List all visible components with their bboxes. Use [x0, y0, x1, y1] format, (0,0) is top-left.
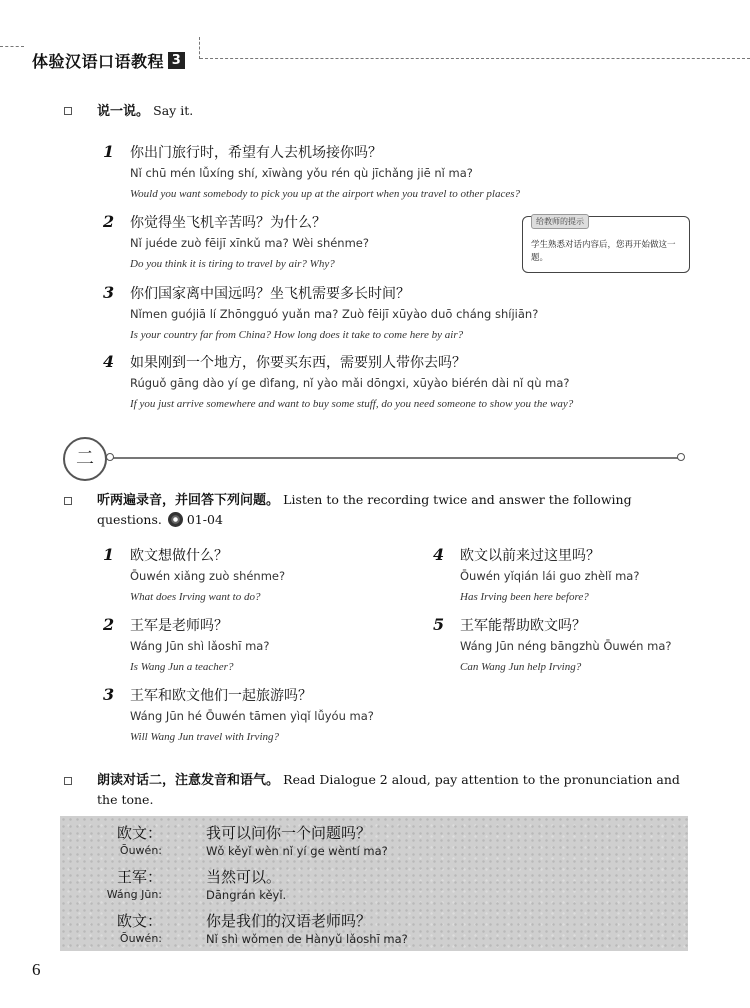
- book-title-text: 体验汉语口语教程: [32, 51, 165, 71]
- dialogue-pinyin: Wǒ kěyǐ wèn nǐ yí ge wèntí ma?: [206, 844, 388, 858]
- item-pinyin: Wáng Jūn shì lǎoshī ma?: [130, 639, 270, 653]
- page-number: 6: [32, 960, 41, 979]
- instruction-en: Read Dialogue 2 aloud, pay attention to the pronunciation and the tone.: [97, 772, 680, 807]
- item-number: 2: [103, 615, 115, 634]
- instruction-zh: 听两遍录音，并回答下列问题。: [97, 493, 280, 508]
- item-chinese: 你出门旅行时，希望有人去机场接你吗？: [130, 145, 382, 161]
- item-chinese: 如果刚到一个地方，你要买东西，需要别人带你去吗？: [130, 355, 466, 371]
- speaker-pinyin: Ōuwén:: [119, 844, 162, 857]
- item-chinese: 你觉得坐飞机辛苦吗？为什么？: [130, 215, 326, 231]
- instruction-zh: 说一说。: [97, 104, 150, 119]
- dialogue-chinese: 当然可以。: [206, 868, 282, 886]
- checkbox-icon: [64, 107, 72, 115]
- dialogue-box: [60, 816, 688, 951]
- item-number: 1: [103, 545, 115, 564]
- item-number: 2: [103, 212, 115, 231]
- section2-instruction: [97, 490, 689, 530]
- item-number: 1: [103, 142, 115, 161]
- item-number: 5: [433, 615, 445, 634]
- item-pinyin: Rúguǒ gāng dào yí ge dìfang, nǐ yào mǎi dōngxi, xūyào biérén dài nǐ qù ma?: [130, 376, 570, 390]
- item-pinyin: Ōuwén yǐqián lái guo zhèlǐ ma?: [460, 569, 640, 583]
- item-pinyin: Wáng Jūn hé Ōuwén tāmen yìqǐ lǚyóu ma?: [130, 709, 374, 723]
- item-pinyin: Nǐ chū mén lǚxíng shí, xīwàng yǒu rén qù jīchǎng jiē nǐ ma?: [130, 166, 473, 180]
- item-number: 3: [103, 685, 115, 704]
- item-english: Would you want somebody to pick you up at the airport when you travel to other places?: [130, 188, 521, 200]
- item-english: Do you think it is tiring to travel by air? Why?: [130, 258, 335, 270]
- item-chinese: 你们国家离中国远吗？坐飞机需要多长时间？: [130, 286, 410, 302]
- item-english: Can Wang Jun help Irving?: [460, 661, 582, 673]
- item-number: 4: [103, 352, 115, 371]
- item-english: If you just arrive somewhere and want to buy some stuff, do you need someone to show you the way?: [130, 398, 574, 410]
- item-english: What does Irving want to do?: [130, 591, 261, 603]
- item-chinese: 王军是老师吗？: [130, 618, 228, 634]
- speaker-pinyin: Ōuwén:: [119, 932, 162, 945]
- header-rule-left: [0, 46, 24, 47]
- book-title: [32, 48, 185, 72]
- item-english: Will Wang Jun travel with Irving?: [130, 731, 279, 743]
- item-chinese: 欧文想做什么？: [130, 548, 228, 564]
- volume-badge: 3: [168, 52, 185, 69]
- teacher-tip-text: 学生熟悉对话内容后，您再开始做这一题。: [531, 240, 676, 263]
- item-pinyin: Wáng Jūn néng bāngzhù Ōuwén ma?: [460, 639, 672, 653]
- dialogue-pinyin: Nǐ shì wǒmen de Hànyǔ lǎoshī ma?: [206, 932, 408, 946]
- divider-endpoint: [677, 453, 685, 461]
- dialogue-pinyin: Dāngrán kěyǐ.: [206, 888, 287, 902]
- item-number: 3: [103, 283, 115, 302]
- instruction-en: Listen to the recording twice and answer the following questions.: [97, 492, 632, 527]
- item-pinyin: Nǐ juéde zuò fēijī xīnkǔ ma? Wèi shénme?: [130, 236, 369, 250]
- item-english: Is Wang Jun a teacher?: [130, 661, 234, 673]
- section1-instruction: [97, 101, 193, 121]
- dialogue-chinese: 我可以问你一个问题吗？: [206, 824, 372, 842]
- speaker-pinyin: Wáng Jūn:: [106, 888, 162, 901]
- checkbox-icon: [64, 777, 72, 785]
- speaker-name: 欧文：: [116, 824, 162, 842]
- item-chinese: 王军能帮助欧文吗？: [460, 618, 586, 634]
- section-number-badge: 二: [63, 437, 107, 481]
- header-rule-divider: [199, 37, 200, 59]
- speaker-name: 王军：: [116, 868, 162, 886]
- item-chinese: 欧文以前来过这里吗？: [460, 548, 600, 564]
- item-chinese: 王军和欧文他们一起旅游吗？: [130, 688, 312, 704]
- section3-instruction: [97, 770, 689, 810]
- audio-cd-icon[interactable]: [168, 512, 183, 527]
- item-english: Has Irving been here before?: [460, 591, 589, 603]
- item-pinyin: Ōuwén xiǎng zuò shénme?: [130, 569, 286, 583]
- speaker-name: 欧文：: [116, 912, 162, 930]
- header-rule-right: [200, 58, 750, 59]
- teacher-tip-tag: 给教师的提示: [531, 214, 589, 229]
- item-english: Is your country far from China? How long does it take to come here by air?: [130, 329, 464, 341]
- dialogue-chinese: 你是我们的汉语老师吗？: [206, 912, 372, 930]
- section-divider: [108, 457, 682, 459]
- item-number: 4: [433, 545, 445, 564]
- divider-endpoint: [106, 453, 114, 461]
- instruction-en: Say it.: [153, 103, 194, 118]
- instruction-zh: 朗读对话二，注意发音和语气。: [97, 773, 280, 788]
- checkbox-icon: [64, 497, 72, 505]
- item-pinyin: Nǐmen guójiā lí Zhōngguó yuǎn ma? Zuò fēijī xūyào duō cháng shíjiān?: [130, 307, 539, 321]
- audio-track-number: 01-04: [186, 512, 223, 527]
- teacher-tip-box: [522, 216, 690, 273]
